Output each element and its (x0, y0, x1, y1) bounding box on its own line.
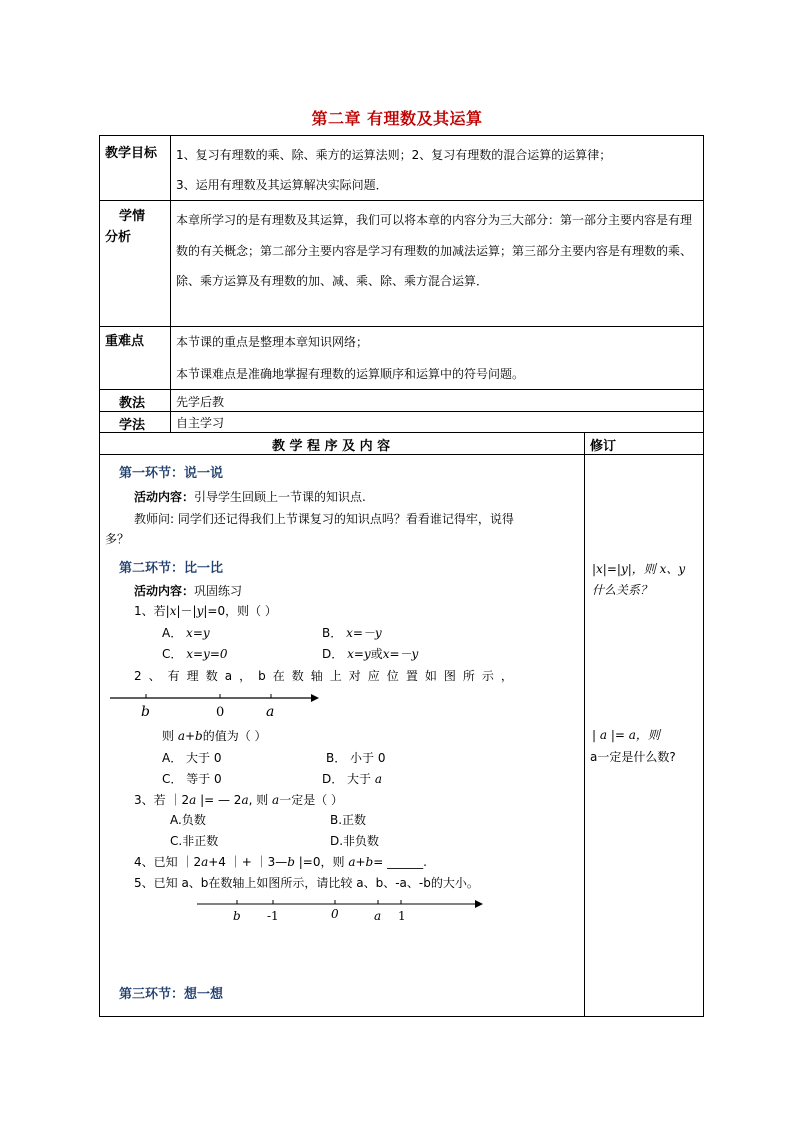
goals-line: 1、复习有理数的乘、除、乘方的运算法则；2、复习有理数的混合运算的运算律； (176, 148, 612, 162)
option-label: A． (162, 626, 183, 640)
row-divider (99, 200, 704, 201)
q2-text: 的值为（ ） (202, 729, 267, 743)
row-divider (99, 411, 704, 412)
q3-text: , 则 (248, 793, 273, 807)
q4-text: +4 ｜+ ｜3— (208, 855, 288, 869)
question-5: 5、已知 a、b在数轴上如图所示，请比较 a、b、-a、-b的大小。 (134, 876, 479, 890)
option-math: x=y (186, 626, 210, 640)
goals-line: 3、运用有理数及其运算解决实际问题． (176, 178, 388, 192)
q4-text: |=0，则 (294, 855, 349, 869)
activity-label: 活动内容： (134, 584, 195, 598)
arrow-icon (311, 694, 319, 702)
tick-label-0: 0 (216, 705, 225, 720)
tick-label-0: 0 (331, 907, 339, 921)
question-4 (134, 853, 427, 870)
sec1-teacher-question: 教师问: 同学们还记得我们上节课复习的知识点吗？看看谁记得牢，说得 (134, 512, 514, 526)
tick-label-a: a (374, 909, 382, 923)
option-math: a (374, 772, 383, 786)
arrow-icon (475, 900, 483, 908)
activity-text: 引导学生回顾上一节课的知识点. (194, 490, 366, 504)
method-label: 教法 (119, 396, 146, 411)
q3-option-c: C.非正数 (170, 834, 219, 848)
keypoints-line: 本节课难点是准确地掌握有理数的运算顺序和运算中的符号问题。 (176, 367, 525, 381)
analysis-label: 学情 (119, 209, 146, 224)
revision-note-2: | a |= a，则 (592, 728, 660, 742)
revision-note-2: a一定是什么数? (590, 750, 676, 764)
tick-label-a: a (266, 704, 275, 720)
q1-text: 1、若| (134, 604, 170, 618)
analysis-label: 分析 (105, 230, 132, 245)
revision-header: 修订 (590, 439, 617, 454)
q3-text: 3、若 ｜2 (134, 793, 190, 807)
procedure-header: 教 学 程 序 及 内 容 (272, 439, 391, 454)
q3-option-a: A.负数 (170, 813, 206, 827)
q1-option-d (322, 645, 418, 662)
tick-label-b: b (233, 909, 241, 923)
q3-text: |= — 2 (196, 793, 242, 807)
sec1-activity (134, 488, 366, 505)
section-2-title: 第二环节：比一比 (119, 561, 224, 576)
q3-option-b: B.正数 (330, 813, 367, 827)
question-1: 1、若|x|－|y|=0，则（ ） (134, 604, 277, 618)
q4-text: = ______. (373, 855, 427, 869)
q2-option-a: A． 大于 0 (162, 751, 222, 765)
study-label: 学法 (119, 418, 146, 433)
keypoints-label: 重难点 (105, 334, 145, 349)
row-divider (99, 326, 704, 327)
sec1-teacher-question-cont: 多？ (105, 532, 130, 546)
option-math: x=y (347, 647, 371, 661)
analysis-text: 本章所学习的是有理数及其运算，我们可以将本章的内容分为三大部分：第一部分主要内容是有理数的有关概念；第二部分主要内容是学习有理数的加减法运算；第三部分主要内容是有理数的乘、除、乘方运算及有理数的加、减、乘、除、乘方混合运算． (176, 213, 693, 288)
section-3-title: 第三环节：想一想 (119, 987, 224, 1002)
q1-text: |－| (176, 604, 197, 618)
page-title: 第二章 有理数及其运算 (311, 109, 483, 128)
q2-text: 则 (162, 729, 178, 743)
activity-text: 巩固练习 (194, 584, 243, 598)
option-math: x=－y (346, 626, 382, 640)
tick-label-1: 1 (398, 909, 406, 923)
q2-value-question (162, 727, 267, 744)
q4-math: a+b (348, 855, 374, 869)
q2-math: a+b (177, 729, 203, 743)
activity-label: 活动内容： (134, 490, 195, 504)
option-label: D． (322, 647, 344, 661)
revision-note-1: |x|=|y|，则 x、y (592, 562, 686, 576)
q4-math: b (287, 855, 295, 869)
option-or: 或 (370, 647, 383, 661)
option-text: D． 大于 (322, 772, 375, 786)
row-divider (99, 454, 704, 455)
option-math: x=y=0 (186, 647, 228, 661)
q3-math: a (272, 793, 280, 807)
section-1-title: 第一环节：说一说 (119, 466, 224, 481)
sec2-activity (134, 582, 242, 599)
q1-text: |=0，则（ ） (203, 604, 277, 618)
tick-label-b: b (141, 704, 150, 720)
col-divider (584, 432, 585, 1017)
q3-math: a (189, 793, 197, 807)
tick-label-minus-1: -1 (267, 909, 279, 923)
q3-math: a (241, 793, 249, 807)
row-divider (99, 389, 704, 390)
q3-text: 一定是（ ） (279, 793, 344, 807)
goals-label: 教学目标 (105, 146, 158, 161)
q4-text: 4、已知 ｜2 (134, 855, 202, 869)
row-divider (99, 432, 704, 433)
option-label: C． (162, 647, 183, 661)
q4-math: a (201, 855, 209, 869)
method-value: 先学后教 (176, 395, 225, 409)
revision-note-1: 什么关系？ (592, 583, 653, 597)
q1-option-b (322, 624, 382, 641)
option-math: x=－y (382, 647, 419, 661)
q1-option-c (162, 645, 228, 662)
col-divider (170, 135, 171, 433)
q2-option-b: B． 小于 0 (326, 751, 386, 765)
q3-option-d: D.非负数 (330, 834, 380, 848)
option-label: B． (322, 626, 343, 640)
q5-number-line (195, 896, 490, 926)
q2-option-d (322, 770, 382, 787)
q1-option-a (162, 624, 210, 641)
question-3 (134, 791, 343, 808)
study-value: 自主学习 (176, 416, 225, 430)
q2-number-line (105, 688, 325, 724)
q2-option-c: C． 等于 0 (162, 772, 222, 786)
keypoints-line: 本节课的重点是整理本章知识网络； (176, 335, 369, 349)
question-2: 2 、 有 理 数 a ， b 在 数 轴 上 对 应 位 置 如 图 所 示 ， (134, 669, 515, 683)
